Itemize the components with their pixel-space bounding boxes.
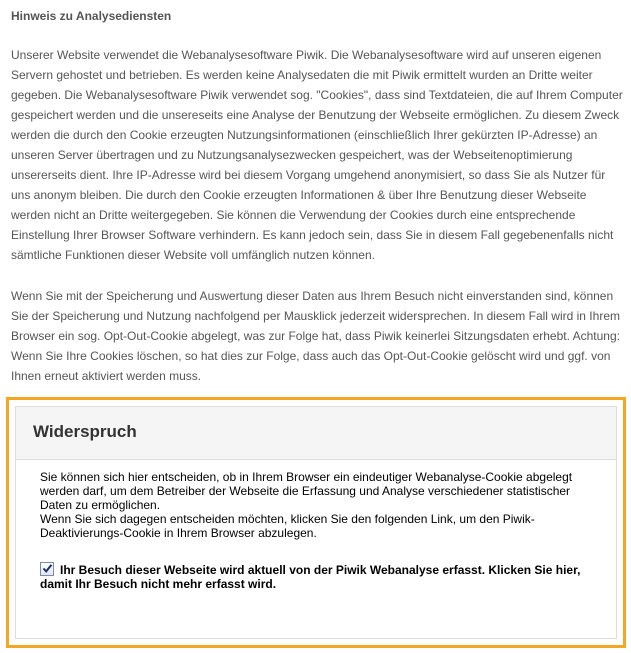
optout-description-line-1: Sie können sich hier entscheiden, ob in Ihrem Browser ein eindeutiger Webanalyse-Cookie abgelegt werden darf, um dem Betreiber der Webseite die Erfassung und Analyse verschiedener statistischer Daten zu ermöglichen. <box>40 470 573 512</box>
optout-description <box>40 470 585 540</box>
optout-description-line-2: Wenn Sie sich dagegen entscheiden möchten, klicken Sie den folgenden Link, um den Piwik-Deaktivierungs-Cookie in Ihrem Browser abzulegen. <box>40 512 535 540</box>
checkmark-icon <box>42 563 53 574</box>
optout-panel <box>15 406 617 639</box>
opt-out-info-paragraph: Wenn Sie mit der Speicherung und Auswertung dieser Daten aus Ihrem Besuch nicht einverstanden sind, können Sie der Speicherung und Nutzung nachfolgend per Mausklick jederzeit widersprechen. In diesem Fall wird in Ihrem Browser ein sog. Opt-Out-Cookie abgelegt, was zur Folge hat, dass Piwik keinerlei Sitzungsdaten erhebt. Achtung: Wenn Sie Ihre Cookies löschen, so hat dies zur Folge, dass auch das Opt-Out-Cookie gelöscht wird und ggf. von Ihnen erneut aktiviert werden muss. <box>11 289 620 383</box>
optout-title: Widerspruch <box>33 422 137 441</box>
tracking-optout-label[interactable]: Ihr Besuch dieser Webseite wird aktuell von der Piwik Webanalyse erfasst. Klicken Sie hier, damit Ihr Besuch nicht mehr erfasst wird. <box>40 563 581 591</box>
analytics-info-paragraph: Unserer Website verwendet die Webanalysesoftware Piwik. Die Webanalysesoftware wird auf unseren eigenen Servern gehostet und betrieben. Es werden keine Analysedaten die mit Piwik ermittelt wurden an Dritte weiter gegeben. Die Webanalysesoftware Piwik verwendet sog. "Cookies", dass sind Textdateien, die auf Ihrem Computer gespeichert werden und die unsereseits eine Analyse der Benutzung der Webseite ermöglichen. Zu diesem Zweck werden die durch den Cookie erzeugten Nutzungsinformationen (einschließlich Ihrer gekürzten IP-Adresse) an unseren Server übertragen und zu Nutzungsanalysezwecken gespeichert, was der Webseitenoptimierung unsererseits dient. Ihre IP-Adresse wird bei diesem Vorgang umgehend anonymisiert, so dass Sie als Nutzer für uns anonym bleiben. Die durch den Cookie erzeugten Informationen & über Ihre Benutzung dieser Webseite werden nicht an Dritte weitergegeben. Sie können die Verwendung der Cookies durch eine entsprechende Einstellung Ihrer Browser Software verhindern. Es kann jedoch sein, dass Sie in diesem Fall gegebenenfalls nicht sämtliche Funktionen dieser Website voll umfänglich nutzen können. <box>11 48 623 262</box>
optout-highlight-frame <box>6 397 626 648</box>
optout-form <box>40 562 585 591</box>
tracking-optout-checkbox[interactable] <box>40 562 54 576</box>
section-title: Hinweis zu Analysediensten <box>11 9 172 23</box>
optout-header <box>16 407 616 460</box>
